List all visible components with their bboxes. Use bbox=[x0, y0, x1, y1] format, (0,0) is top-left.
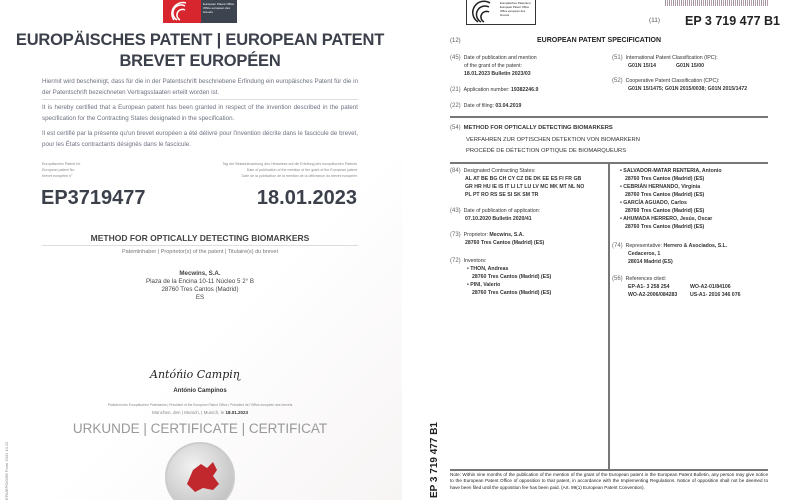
place-date: München, den | Munich, | Munich, le 18.01.2023 bbox=[152, 410, 248, 415]
field-56: (56) References cited: EP-A1- 3 258 254 WO-A2-01/84106 WO-A2-2006/084283 US-A1- 2016 346 076 bbox=[612, 276, 741, 298]
side-publication-number: EP 3 719 477 B1 bbox=[429, 422, 440, 498]
epo-logo-text: European Patent Office Office européen des brevets bbox=[201, 0, 237, 23]
publication-number: EP 3 719 477 B1 bbox=[685, 14, 780, 28]
field-54-title: (54) METHOD FOR OPTICALLY DETECTING BIOMARKERS VERFAHREN ZUR OPTISCHEN DETEKTION VON BIOMARKERN PROCÉDÉ DE DÉTECTION OPTIQUE DE BIOMARQUEURS bbox=[450, 125, 640, 154]
field-21: (21) Application number: 19382246.9 bbox=[450, 87, 539, 93]
patent-number: EP3719477 bbox=[41, 187, 146, 209]
signatory-role: Präsident des Europäischen Patentamts | President of the European Patent Office | Président de l'Office européen des brevets bbox=[107, 403, 293, 407]
certificate-title-fr: BREVET EUROPÉEN bbox=[119, 52, 281, 70]
patent-number-labels: Europäisches Patent Nr. European patent No. brevet européen n° bbox=[42, 162, 81, 178]
document-type: EUROPEAN PATENT SPECIFICATION bbox=[537, 37, 662, 44]
inid-code: (11) bbox=[649, 17, 661, 24]
europe-seal-icon bbox=[165, 442, 235, 500]
field-51: (51) International Patent Classification (IPC): G01N 15/14 G01N 15/00 bbox=[612, 55, 718, 69]
certificate-title: EUROPÄISCHES PATENT | EUROPEAN PATENT bbox=[15, 31, 385, 49]
proprietor-address: Mecwins, S.A. Plaza de la Encina 10-11 Núcleo 5 2° B 28760 Tres Cantos (Madrid) ES bbox=[146, 270, 254, 301]
grant-date: 18.01.2023 bbox=[256, 187, 357, 209]
field-22: (22) Date of filing: 03.04.2019 bbox=[450, 103, 522, 109]
epo-logo-icon bbox=[163, 0, 201, 23]
epo-logo-icon: Europäisches Patentamt European Patent Office Office européen des brevets bbox=[466, 0, 536, 25]
form-code: EPA/EPO/OEB Form 2031 10.22 bbox=[4, 441, 9, 500]
proprietor-label: Patentinhaber | Proprietor(s) of the patent | Titulaire(s) du brevet bbox=[121, 249, 279, 255]
grant-date-labels: Tag der Bekanntmachung des Hinweises auf die Erteilung des europäischen Patents Date of publication of the mention of the grant of the European patent Date de la publication de la mention de la délivrance du brevet européen bbox=[222, 162, 357, 178]
opposition-note: Note: Within nine months of the publication of the mention of the grant of the European patent in the European Patent Bulletin, any person may give notice to the European Patent Office of opposition to that patent, in accordance with the Implementing Regulations. Notice of opposition shall not be deemed to have been filed until the opposition fee has been paid. (Art. 99(1) European Patent Convention). bbox=[450, 472, 768, 490]
barcode bbox=[665, 0, 768, 6]
field-72: (72) Inventors: • THON, Andreas 28760 Tres Cantos (Madrid) (ES) • PINI, Valerio 28760 Tres Cantos (Madrid) (ES) bbox=[450, 258, 552, 296]
certificate-label: URKUNDE | CERTIFICATE | CERTIFICAT bbox=[72, 421, 328, 436]
invention-title: METHOD FOR OPTICALLY DETECTING BIOMARKERS bbox=[90, 233, 310, 243]
column-divider bbox=[608, 162, 610, 470]
field-43: (43) Date of publication of application: 07.10.2020 Bulletin 2020/41 bbox=[450, 208, 541, 222]
patent-specification-page bbox=[420, 0, 800, 500]
certification-text-fr: Il est certifié par la présente qu'un brevet européen a été délivré pour l'invention décrite dans le fascicule de brevet, pour les États contractants désignés dans le fascicule. bbox=[42, 130, 358, 148]
inid-code: (12) bbox=[450, 38, 461, 44]
field-45: (45) Date of publication and mention of the grant of the patent: 18.01.2023 Bulletin 2023/03 bbox=[450, 55, 537, 77]
divider bbox=[450, 116, 768, 118]
divider bbox=[42, 245, 358, 246]
signature: Antóńio Campiɳ bbox=[150, 368, 241, 381]
signatory-name: António Campinos bbox=[173, 388, 227, 394]
divider bbox=[42, 99, 358, 100]
certification-text-de: Hiermit wird bescheinigt, dass für die in der Patentschrift beschriebene Erfindung ein europäisches Patent für die in der Patentschrift bezeichneten Vertragsstaaten erteilt worden ist. bbox=[42, 78, 358, 96]
certification-text-en: It is hereby certified that a European patent has been granted in respect of the invention described in the patent specification for the Contracting States designated in the specification. bbox=[42, 104, 358, 122]
divider bbox=[450, 469, 768, 471]
field-74: (74) Representative: Herrero & Asociados, S.L. Cedaceros, 1 28014 Madrid (ES) bbox=[612, 243, 728, 265]
inventors-continued: • SALVADOR-MATAR RENTERIA, Antonio 28760 Tres Cantos (Madrid) (ES) • CEBRIÁN HERNANDO, Virginia 28760 Tres Cantos (Madrid) (ES) • GARCÍA AGUADO, Carlos 28760 Tres Cantos (Madrid) (ES) • AHUMADA HERRERO, Jesús, Oscar 28760 Tres Cantos (Madrid) (ES) bbox=[620, 168, 722, 230]
field-52: (52) Cooperative Patent Classification (CPC): G01N 15/1475; G01N 2015/0038; G01N 2015/1472 bbox=[612, 78, 748, 92]
field-73: (73) Proprietor: Mecwins, S.A. 28760 Tres Cantos (Madrid) (ES) bbox=[450, 232, 545, 246]
field-84: (84) Designated Contracting States: AL AT BE BG CH CY CZ DE DK EE ES FI FR GB GR HR HU IE IS IT LI LT LU LV MC MK MT NL NO PL PT RO RS SE SI SK SM TR bbox=[450, 168, 585, 198]
